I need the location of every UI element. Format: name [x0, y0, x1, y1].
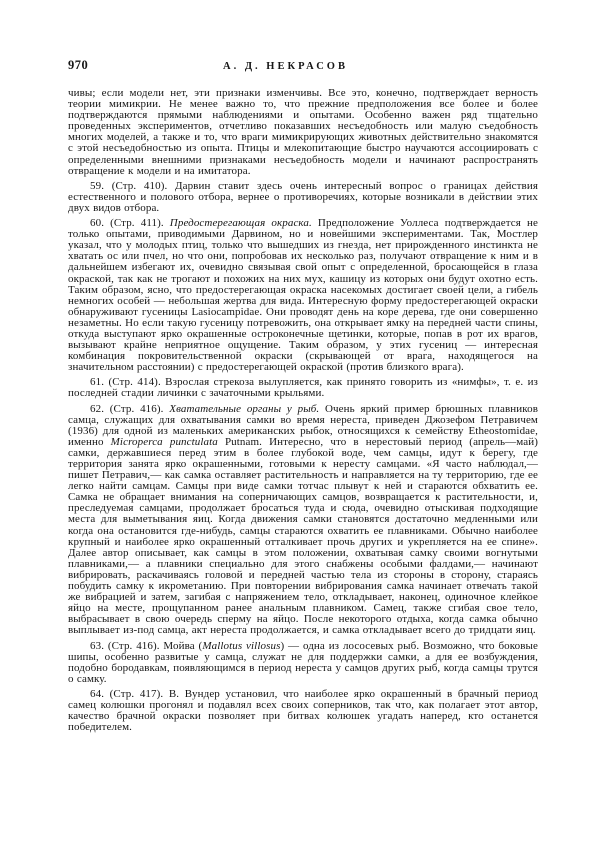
text-block [68, 88, 538, 733]
body-text: Предположение Уоллеса подтверждается не только опытами, приводимыми Дарвином, но и новейшими экспериментами. Так, Мостлер указал, что у молодых птиц, только что вышедших из гнезда, нет прирожденного инстинкта не хватать ос или пчел, но что они, попробовав их несколько раз, получают отвращение к ним и в дальнейшем избегают их, очевидно связывая свой опыт с определенной, бросающейся в глаза окраской, так как не трогают и похожих на них мух, кашицу из которых они будут охотно есть. Таким образом, ясно, что предостерегающая окраска насекомых достигает своей цели, а гибель немногих особей — небольшая жертва для вида. Интересную форму предостерегающей окраски обнаруживают гусеницы Lasiocampidae. Они проводят день на коре дерева, где они совершенно незаметны. Но если такую гусеницу потревожить, она открывает ямку на передней части спины, откуда выступают ярко окрашенные остроконечные щетинки, которые, попав в рот их врагов, вызывают крайне неприятное ощущение. Таким образом, у этих гусениц — интересная комбинация покровительственной окраски (скрывающей от врага, находящегося на значительном расстоянии) с предостерегающей окраской (против близкого врага). [68, 217, 538, 374]
italic-text: Microperca punctulata [110, 435, 218, 448]
paragraph [68, 641, 538, 685]
body-text: Putnam. Интересно, что в нерестовый период (апрель—май) самки, державшиеся перед этим в более глубокой воде, чем самцы, идут к берегу, где территория занята ярко окрашенными, готовыми к нересту самцами. «Я часто наблюдал,— пишет Петравич,— как самка оставляет растительность и направляется на ту территорию, где ее легко найти самцам. Самцы при виде самки тотчас плывут к ней и стараются обхватить ее. Самка не обращает внимания на соперничающих самцов, возвращается к растительности, и, преследуемая самцами, продолжает бросаться туда и сюда, очевидно отыскивая подходящие места для выметывания яиц. Когда движения самки становятся достаточно медленными или когда она остановится где-нибудь, самцы стараются охватить ее плавниками. Обычно наиболее крупный и наиболее ярко окрашенный отталкивает прочь других и укрепляется на ее спине». Далее автор описывает, как самцы в этом положении, охватывая самку своими вогнутыми плавниками,— а плавники специально для этого снабжены особыми фалдами,— начинают вибрировать, раскачиваясь головой и передней частью тела из стороны в сторону, стараясь побудить самку к икрометанию. При повторении вибрирования самка начинает отвечать такой же вибрацией и затем, загибая с напряжением тело, откладывает, наконец, одиночное клейкое яйцо на месте, прощупанном ранее анальным плавником. Самец, также сгибая свое тело, выбрасывает в свою очередь сперму на яйцо. После некоторого отдыха, когда самка обычно выплывает из-под самца, акт нереста продолжается, и самка откладывает всего до тридцати яиц. [68, 435, 538, 637]
body-text: 60. (Стр. 411). [90, 217, 170, 230]
italic-text: Предостерегающая окраска. [169, 217, 312, 230]
body-text: 62. (Стр. 416). [90, 402, 170, 415]
italic-text: Хватательные органы у рыб. [169, 402, 320, 415]
body-text: 61. (Стр. 414). Взрослая стрекоза вылупляется, как принято говорить из «нимфы», т. е. из последней стадии личинки с зачаточными крыльями. [68, 376, 538, 400]
body-text: чивы; если модели нет, эти признаки изменчивы. Все это, конечно, подтверждает верность теории мимикрии. Не менее важно то, что прежние предположения все более и более подтверждаются прямыми наблюдениями и опытами. Особенно важен ряд тщательно проведенных экспериментов, отчетливо показавших несъедобность или малую съедобность многих моделей, а также и то, что враги мимикрирующих животных действительно знакомятся с этой несъедобностью из опыта. Птицы и млекопитающие быстро научаются ассоциировать с определенными внешними признаками несъедобность модели и начинают распространять отвращение к модели и на имитатора. [68, 87, 538, 177]
paragraph [68, 181, 538, 214]
paragraph [68, 404, 538, 637]
page-number: 970 [68, 58, 89, 72]
body-text: 64. (Стр. 417). В. Вундер установил, что наиболее ярко окрашенный в брачный период самец колюшки прогонял и подавлял всех своих соперников, так что, как полагает этот автор, качество брачной окраски позволяет при битвах колюшек угадать наперед, кто останется победителем. [68, 687, 538, 734]
paragraph [68, 218, 538, 373]
body-text: Очень яркий пример брюшных плавников самца, служащих для охватывания самки во время нереста, приведен Джозефом Петравичем (1936) для одной из маленьких американских рыбок, относящихся к семейству Etheostomidae, именно [68, 402, 538, 448]
paragraph [68, 377, 538, 399]
paragraph [68, 88, 538, 177]
body-text: 59. (Стр. 410). Дарвин ставит здесь очень интересный вопрос о границах действия естественного и полового отбора, вернее о противоречиях, которые возникали в действии этих двух видов отбора. [68, 179, 538, 214]
page-header [68, 58, 538, 74]
body-text: ) — одна из лососевых рыб. Возможно, что боковые шипы, особенно развитые у самца, служат не для поддержки самки, а для ее возбуждения, подобно бородавкам, появляющимся в период нереста у самцов других рыб, когда самцы трутся о самку. [68, 639, 538, 685]
body-text: 63. (Стр. 416). Мойва ( [90, 639, 203, 652]
italic-text: Mallotus villosus [202, 639, 281, 652]
paragraph [68, 689, 538, 733]
running-head: А. Д. НЕКРАСОВ [223, 61, 348, 72]
